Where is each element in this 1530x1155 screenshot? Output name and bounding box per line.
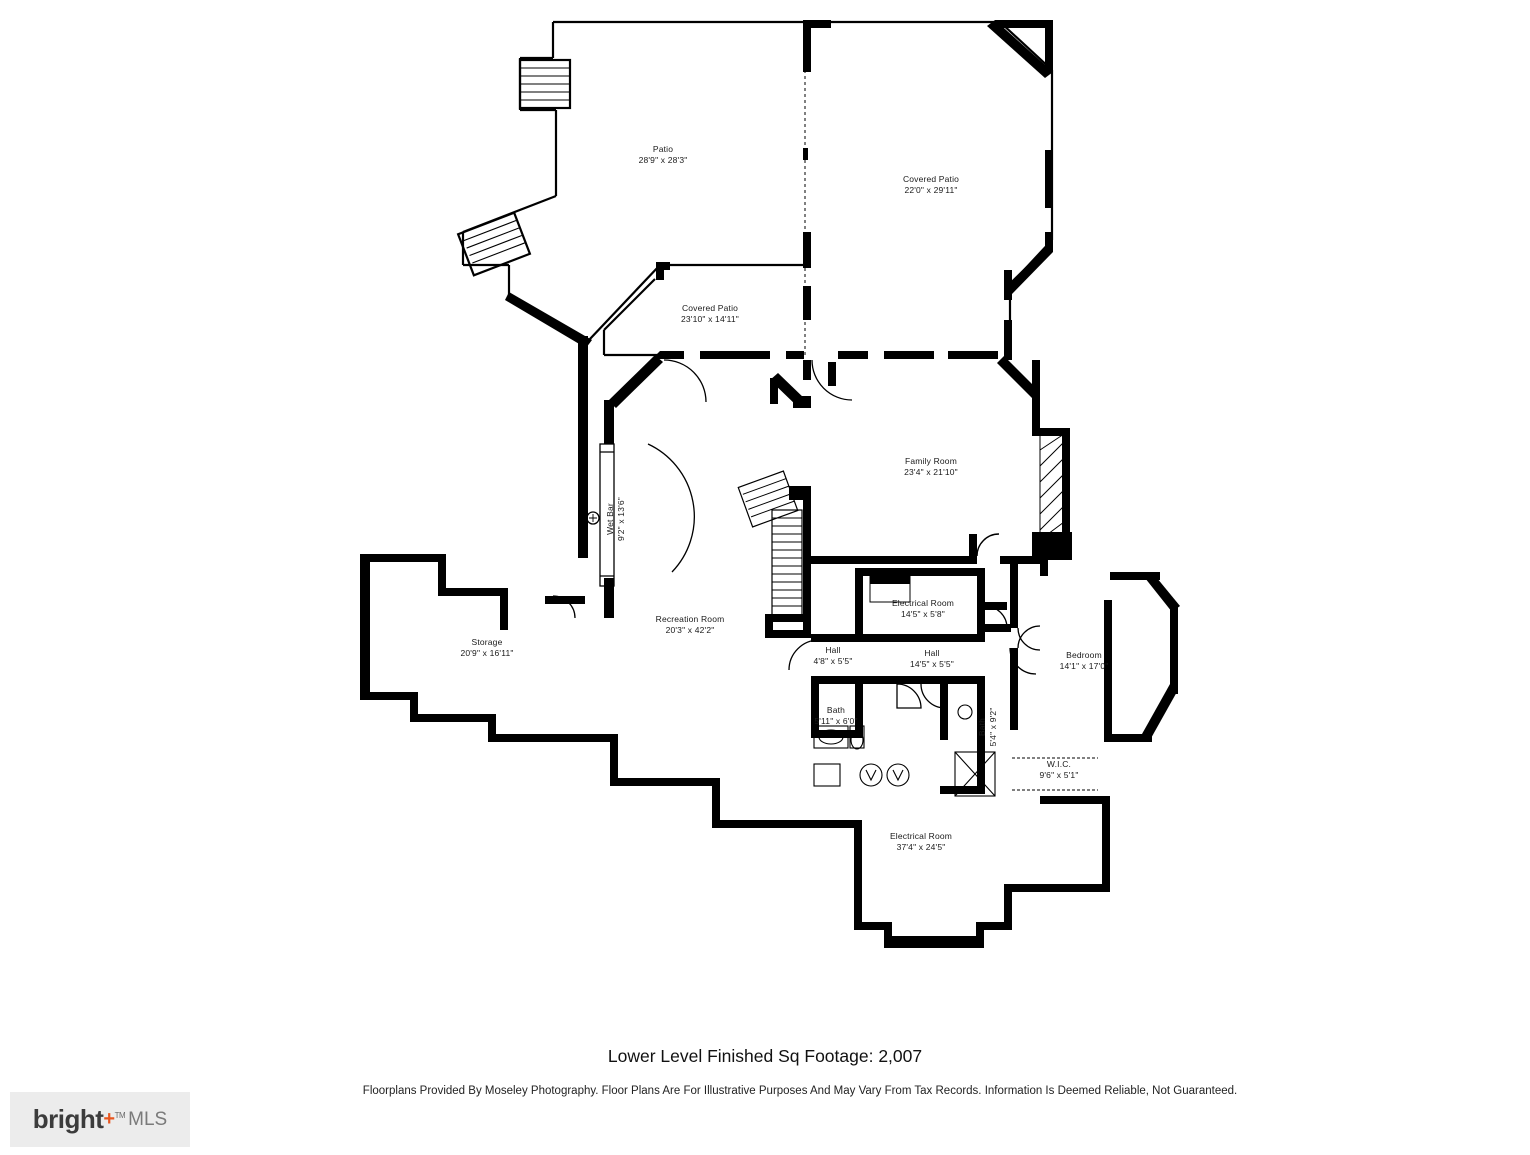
room-dims: 37'4" x 24'5" [896,842,946,852]
logo-wordmark [33,1104,125,1135]
disclaimer-text: Floorplans Provided By Moseley Photography. Floor Plans Are For Illustrative Purposes And May Vary From Tax Records. Information Is Deemed Reliable, Not Guaranteed. [362,1085,1238,1097]
logo-plus-icon: + [103,1108,115,1130]
plan-walls [360,20,1180,948]
logo-mls: MLS [128,1108,168,1130]
room-dims: 9'6" x 5'1" [1039,770,1079,780]
room-label [910,648,954,670]
room-dims: 14'5" x 5'8" [901,609,945,619]
room-dims: 4'8" x 5'5" [813,656,853,666]
logo-text: bright [32,1104,104,1134]
room-label [605,497,627,541]
room-name: Covered Patio [902,174,960,185]
brightmls-logo [10,1092,190,1147]
room-name: Wet Bar [605,503,616,535]
room-dims: 5'11" x 6'0" [814,716,858,726]
room-name: Bath [977,717,988,737]
room-label [1039,759,1078,781]
room-name: Family Room [905,456,957,467]
room-name: Recreation Room [655,614,725,625]
room-name: Patio [652,144,674,155]
room-name: Storage [471,637,503,648]
room-label [904,456,958,478]
room-name: Bath [826,705,846,716]
room-name: Hall [924,648,940,659]
room-label [681,303,739,325]
room-dims: 22'0" x 29'11" [904,185,958,195]
room-label [892,598,954,620]
room-name: Covered Patio [681,303,739,314]
room-name: Hall [825,645,841,656]
room-dims: 23'4" x 21'10" [904,467,958,477]
room-label [977,707,999,746]
room-name: Bedroom [1066,650,1102,661]
room-dims: 14'1" x 17'0" [1059,661,1109,671]
room-dims: 9'2" x 13'6" [616,497,626,541]
room-label [814,705,857,727]
room-name: Electrical Room [891,598,955,609]
room-dims: 20'9" x 16'11" [460,648,514,658]
room-dims: 28'9" x 28'3" [638,155,688,165]
room-dims: 23'10" x 14'11" [681,314,739,324]
room-label [460,637,513,659]
room-label [1060,650,1109,672]
room-dims: 5'4" x 9'2" [988,707,998,747]
room-label [903,174,959,196]
room-dims: 20'3" x 42'2" [665,625,715,635]
room-label [890,831,952,853]
room-name: W.I.C. [1046,759,1072,770]
room-name: Electrical Room [889,831,953,842]
room-label [656,614,725,636]
sq-footage-caption: Lower Level Finished Sq Footage: 2,007 [607,1046,923,1066]
logo-tm: TM [114,1111,126,1120]
room-label [639,144,688,166]
room-dims: 14'5" x 5'5" [910,659,954,669]
room-label [813,645,852,667]
